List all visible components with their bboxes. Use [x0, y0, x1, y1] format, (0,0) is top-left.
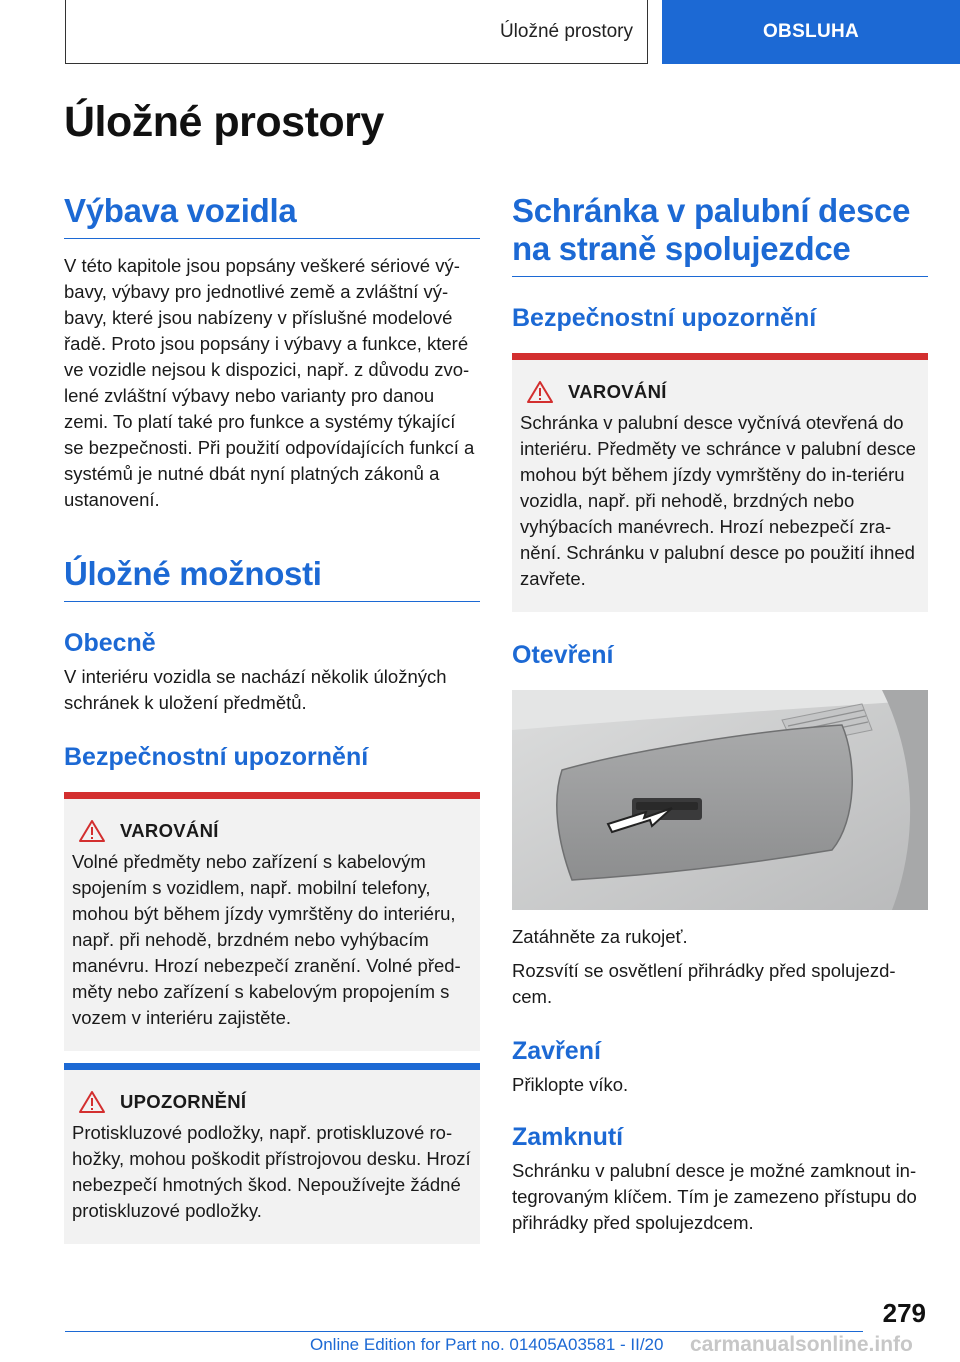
edition-footer: Online Edition for Part no. 01405A03581 - II/20: [310, 1335, 664, 1354]
paragraph-obecne: V interiéru vozidla se nachází několik úložných schránek k uložení předmětů.: [64, 666, 447, 713]
notice-label: UPOZORNĚNÍ: [120, 1091, 247, 1112]
notice-box-title: [72, 1090, 472, 1114]
notice-box: [64, 1063, 480, 1244]
warning-triangle-icon: [78, 819, 106, 843]
warning-text: Volné předměty nebo zařízení s kabelovým spojením s vozidlem, např. mobilní telefony, mohou být během jízdy vymrštěny do interiéru, např. při nehodě, brzdném nebo vyhýbacím manévru. Hrozí nebezpečí zranění. Volné před-měty nebo zařízení s kabelovým propojením s vozem v interiéru zajistěte.: [72, 851, 461, 1028]
warning-box: [64, 792, 480, 1051]
chapter-tab: [662, 0, 960, 64]
glovebox-photo: [512, 690, 928, 910]
running-header-text: Úložné prostory: [499, 20, 633, 42]
warning-label: VAROVÁNÍ: [120, 820, 219, 841]
left-column: [64, 192, 480, 1244]
paragraph-otevreni-2: Rozsvítí se osvětlení přihrádky před spolujezd-cem.: [512, 960, 896, 1007]
heading-zamknuti: Zamknutí: [512, 1123, 624, 1151]
heading-schranka-palubni-desce: Schránka v palubní desce na straně spolujezdce: [512, 192, 928, 277]
warning-box-title-right: [520, 380, 920, 404]
warning-text-right: Schránka v palubní desce vyčnívá otevřená do interiéru. Předměty ve schránce v palubní desce mohou být během jízdy vymrštěny do in-teriéru vozidla, např. při nehodě, brzdných nebo vyhýbacích manévrech. Hrozí nebezpečí zra-nění. Schránku v palubní desce po použití ihned zavřete.: [520, 412, 916, 589]
footer-divider: [65, 1331, 863, 1332]
heading-otevreni: Otevření: [512, 641, 614, 669]
notice-text: Protiskluzové podložky, např. protiskluzové ro-hožky, mohou poškodit přístrojovou desku. Hrozí nebezpečí hmotných škod. Nepoužívejte žádné protiskluzové podložky.: [72, 1122, 471, 1221]
heading-bezpecnostni-upozorneni: Bezpečnostní upozornění: [64, 743, 369, 771]
paragraph-zamknuti: Schránku v palubní desce je možné zamknout in-tegrovaným klíčem. Tím je zamezeno přístupu do přihrádky před spolujezdcem.: [512, 1160, 917, 1233]
warning-triangle-icon: [78, 1090, 106, 1114]
warning-box-title: [72, 819, 472, 843]
watermark: carmanualsonline.info: [690, 1333, 913, 1356]
right-column: [512, 192, 928, 1236]
page-number: 279: [882, 1298, 926, 1328]
warning-label-right: VAROVÁNÍ: [568, 381, 667, 402]
heading-bezpecnostni-upozorneni-right: Bezpečnostní upozornění: [512, 304, 817, 332]
paragraph-otevreni-1: Zatáhněte za rukojeť.: [512, 926, 688, 947]
running-header-section: [65, 0, 648, 64]
warning-box-right: [512, 353, 928, 612]
heading-vybava-vozidla: Výbava vozidla: [64, 192, 480, 239]
paragraph-vybava: V této kapitole jsou popsány veškeré sériové vý-bavy, výbavy pro jednotlivé země a zvláštní vý-bavy, které jsou nabízeny v příslušné modelové řadě. Proto jsou popsány i výbavy a funkce, které ve vozidle nejsou k dispozici, např. z důvodu zvo-lené zvláštní výbavy nebo varianty pro danou zemi. To platí také pro funkce a systémy týkající se bezpečnosti. Při použití odpovídajících funkcí a systémů je nutné dbát nyní platných zákonů a ustanovení.: [64, 255, 475, 510]
page-title: Úložné prostory: [64, 98, 384, 146]
heading-zavreni: Zavření: [512, 1037, 601, 1065]
heading-obecne: Obecně: [64, 629, 156, 657]
chapter-tab-label: OBSLUHA: [762, 21, 860, 42]
glovebox-illustration: [512, 690, 928, 910]
warning-triangle-icon: [526, 380, 554, 404]
paragraph-zavreni: Přiklopte víko.: [512, 1074, 629, 1095]
heading-ulozne-moznosti: Úložné možnosti: [64, 555, 480, 602]
